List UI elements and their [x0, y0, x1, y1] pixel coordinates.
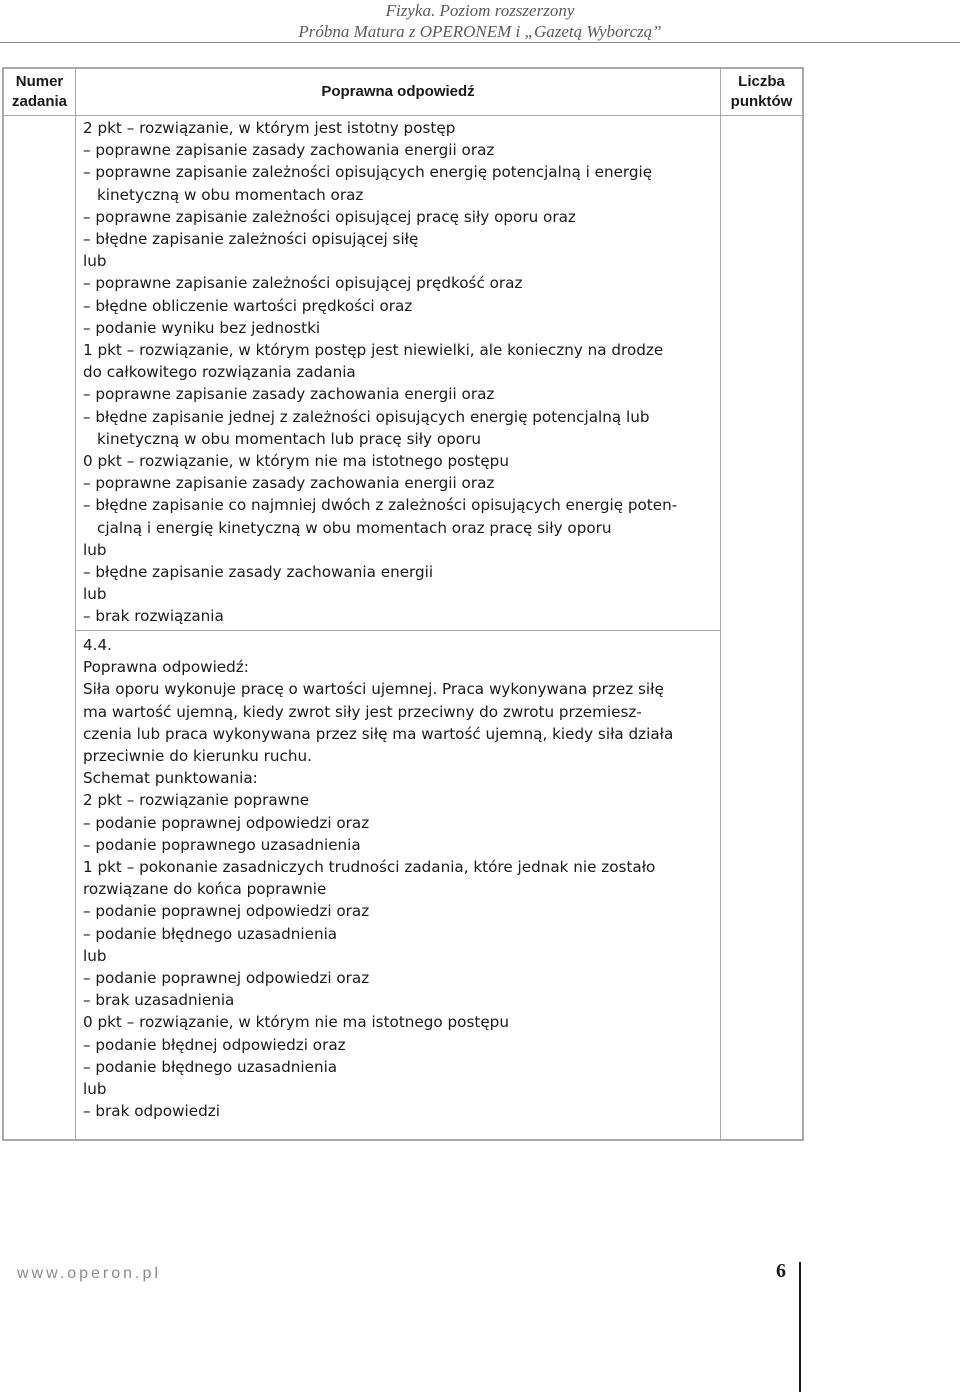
criteria-line: – poprawne zapisanie zależności opisującej prędkość oraz [83, 274, 523, 293]
column-divider-left [75, 69, 76, 1139]
criteria-line: – podanie poprawnej odpowiedzi oraz [83, 902, 370, 921]
criteria-line: – poprawne zapisanie zasady zachowania energii oraz [83, 385, 495, 404]
column-header-correct-answer: Poprawna odpowiedź [321, 83, 475, 100]
header-exam-title: Próbna Matura z OPERONEM i „Gazetą Wyborczą” [298, 22, 662, 41]
criteria-line: 0 pkt – rozwiązanie, w którym nie ma istotnego postępu [83, 452, 509, 471]
criteria-line: – podanie poprawnego uzasadnienia [83, 835, 361, 854]
scoring-criteria-block [83, 117, 713, 628]
task-number: 4.4. [83, 636, 112, 654]
answer-line: Siła oporu wykonuje pracę o wartości ujemnej. Praca wykonywana przez siłę [83, 680, 664, 699]
criteria-line: – błędne zapisanie zależności opisującej siłę [83, 230, 419, 249]
criteria-line: rozwiązane do końca poprawnie [83, 880, 327, 899]
page-number: 6 [776, 1260, 786, 1282]
criteria-line: – brak odpowiedzi [83, 1102, 220, 1121]
criteria-line: lub [83, 585, 107, 604]
criteria-line: 1 pkt – rozwiązanie, w którym postęp jest niewielki, ale konieczny na drodze [83, 341, 664, 360]
column-header-task-number: Numer zadania [11, 73, 68, 110]
criteria-line: lub [83, 540, 107, 559]
footer-website-link[interactable]: www.operon.pl [17, 1265, 161, 1282]
criteria-line: lub [83, 252, 107, 271]
answer-line: przeciwnie do kierunku ruchu. [83, 747, 312, 766]
criteria-line: – podanie wyniku bez jednostki [83, 318, 321, 337]
criteria-line: 2 pkt – rozwiązanie poprawne [83, 791, 310, 810]
criteria-line: – podanie błędnego uzasadnienia [83, 924, 338, 943]
criteria-line: – poprawne zapisanie zasady zachowania energii oraz [83, 141, 495, 160]
criteria-line: – poprawne zapisanie zależności opisującej pracę siły oporu oraz [83, 207, 576, 226]
criteria-line: – błędne zapisanie jednej z zależności opisujących energię potencjalną lub [83, 407, 650, 426]
task-4-4-block [83, 634, 713, 1122]
page-header [0, 0, 960, 44]
criteria-line: – błędne zapisanie zasady zachowania energii [83, 563, 434, 582]
criteria-line: 2 pkt – rozwiązanie, w którym jest istotny postęp [83, 119, 456, 137]
scoring-heading: Schemat punktowania: [83, 769, 258, 788]
answer-heading: Poprawna odpowiedź: [83, 658, 249, 677]
table-header-divider [4, 115, 802, 116]
criteria-line: cjalną i energię kinetyczną w obu momentach oraz pracę siły oporu [97, 518, 612, 537]
criteria-line: kinetyczną w obu momentach lub pracę siły oporu [97, 429, 481, 448]
criteria-line: – poprawne zapisanie zasady zachowania energii oraz [83, 474, 495, 493]
answer-line: czenia lub praca wykonywana przez siłę ma wartość ujemną, kiedy siła działa [83, 724, 674, 743]
criteria-line: lub [83, 946, 107, 965]
column-header-points: Liczba punktów [730, 73, 793, 110]
criteria-line: – poprawne zapisanie zależności opisujących energię potencjalną i energię [83, 163, 653, 182]
criteria-line: kinetyczną w obu momentach oraz [97, 185, 364, 204]
criteria-line: – podanie poprawnej odpowiedzi oraz [83, 969, 370, 988]
header-subject: Fizyka. Poziom rozszerzony [385, 1, 575, 20]
criteria-line: – podanie poprawnej odpowiedzi oraz [83, 813, 370, 832]
criteria-line: – brak rozwiązania [83, 607, 224, 626]
criteria-line: – podanie błędnego uzasadnienia [83, 1057, 338, 1076]
answer-line: ma wartość ujemną, kiedy zwrot siły jest przeciwny do zwrotu przemiesz- [83, 702, 642, 721]
criteria-line: – błędne obliczenie wartości prędkości oraz [83, 296, 413, 315]
footer-divider [799, 1262, 801, 1392]
task-divider [76, 630, 721, 631]
criteria-line: do całkowitego rozwiązania zadania [83, 363, 356, 382]
criteria-line: – błędne zapisanie co najmniej dwóch z zależności opisujących energię poten- [83, 496, 678, 515]
header-divider [0, 42, 960, 43]
criteria-line: 0 pkt – rozwiązanie, w którym nie ma istotnego postępu [83, 1013, 509, 1032]
column-divider-right [720, 69, 721, 1139]
criteria-line: 1 pkt – pokonanie zasadniczych trudności zadania, które jednak nie zostało [83, 858, 656, 877]
criteria-line: – brak uzasadnienia [83, 991, 235, 1010]
criteria-line: – podanie błędnej odpowiedzi oraz [83, 1035, 346, 1054]
criteria-line: lub [83, 1080, 107, 1099]
